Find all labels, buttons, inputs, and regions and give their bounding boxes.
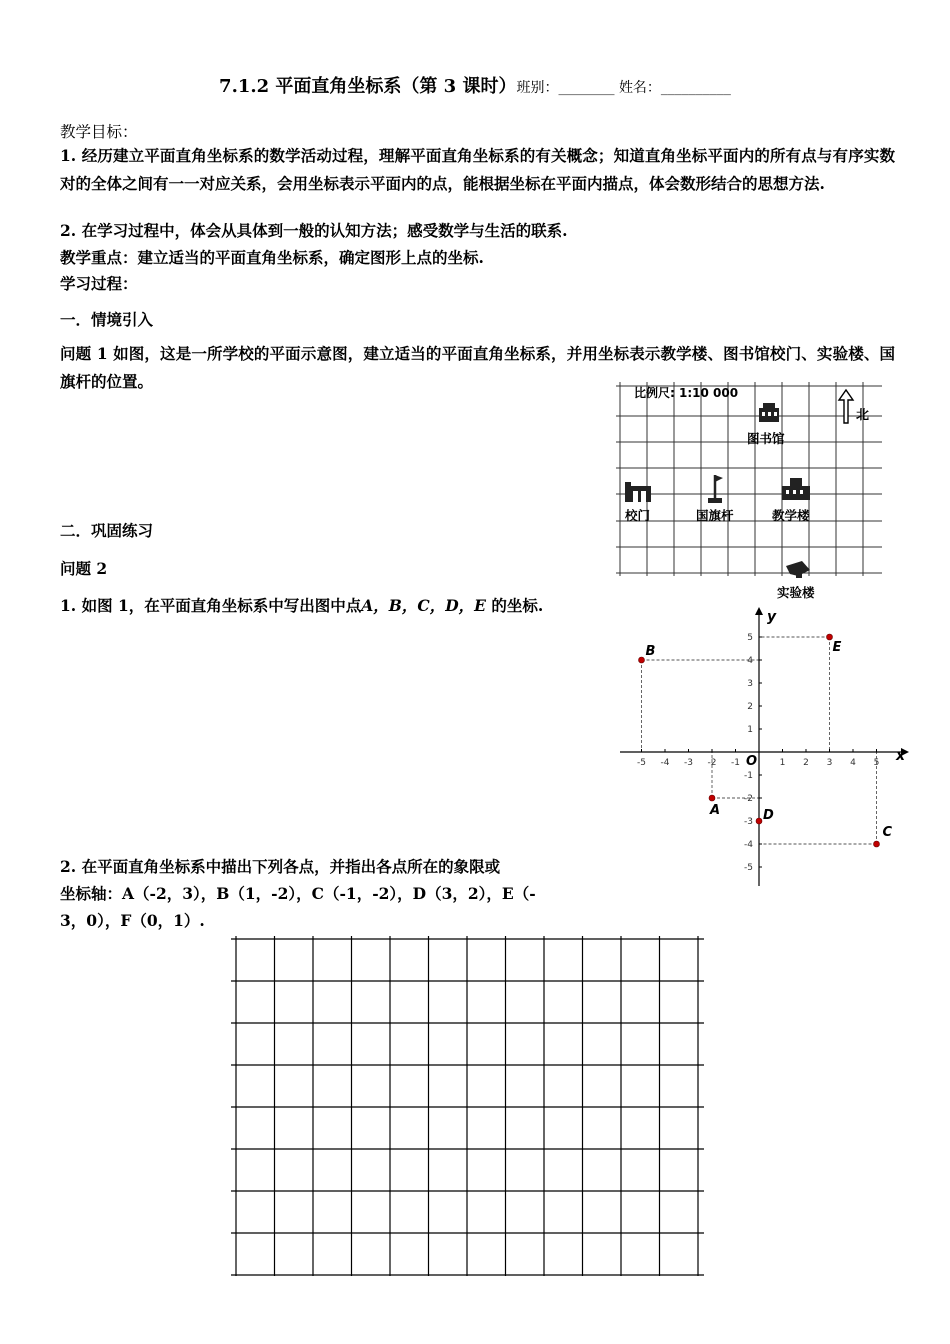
problem2-label: 问题 2 — [60, 559, 108, 578]
q2-line-2: 坐标轴：A（-2，3），B（1，-2），C（-1，-2），D（3，2），E（- — [60, 884, 536, 903]
lab-icon — [786, 561, 810, 578]
goals-heading: 教学目标： — [60, 123, 138, 141]
y-axis-arrow-icon — [755, 607, 763, 615]
point-A — [709, 795, 715, 801]
problem1-text: 问题 1 如图，这是一所学校的平面示意图，建立适当的平面直角坐标系，并用坐标表示教学楼、图书馆校门、实验楼、国旗杆的位置。 — [60, 344, 895, 391]
map-gate-label: 校门 — [625, 508, 651, 523]
y-tick-label: -2 — [744, 794, 753, 804]
point-label-A: A — [710, 803, 721, 818]
class-field-label: 班别：________ — [516, 80, 615, 96]
name-field-label: 姓名：__________ — [618, 80, 731, 96]
q1-prefix: 1. 如图 1，在平面直角坐标系中写出图中点 — [60, 596, 362, 615]
x-axis-label: x — [896, 748, 906, 764]
y-tick-label: -1 — [744, 771, 753, 781]
x-tick-label: -3 — [684, 758, 693, 768]
y-tick-label: 4 — [747, 656, 753, 666]
x-tick-label: 2 — [803, 758, 809, 768]
library-icon — [759, 403, 779, 422]
y-tick-label: -5 — [744, 863, 753, 873]
blank-grid — [228, 933, 708, 1279]
q2-line-1: 2. 在平面直角坐标系中描出下列各点，并指出各点所在的象限或 — [60, 857, 501, 876]
map-teaching-label: 教学楼 — [772, 508, 810, 523]
map-scale-text: 比例尺: 1:10 000 — [634, 386, 739, 400]
key-point: 教学重点：建立适当的平面直角坐标系，确定图形上点的坐标. — [60, 248, 484, 267]
point-label-D: D — [763, 808, 774, 823]
y-tick-label: 5 — [747, 633, 753, 643]
x-tick-label: 5 — [873, 758, 880, 768]
y-tick-label: 1 — [747, 725, 753, 735]
x-tick-label: 4 — [850, 758, 856, 768]
goal-item-1: 1. 经历建立平面直角坐标系的数学活动过程，理解平面直角坐标系的有关概念；知道直角坐标平面内的所有点与有序实数对的全体之间有一一对应关系，会用坐标表示平面内的点，能根据坐标在平面内描点，体会数形结合的思想方法. — [60, 146, 895, 193]
school-map — [612, 378, 887, 603]
q1-suffix: 的坐标. — [491, 596, 544, 615]
point-D — [756, 818, 762, 824]
section1-heading: 一．情境引入 — [60, 310, 154, 329]
point-label-C: C — [882, 825, 893, 840]
page-title — [0, 72, 950, 98]
point-B — [639, 657, 645, 663]
map-flagpole-label: 国旗杆 — [696, 508, 734, 523]
x-tick-label: -4 — [660, 758, 670, 768]
section2-heading: 二．巩固练习 — [60, 521, 154, 540]
point-label-E: E — [832, 640, 842, 655]
x-tick-label: 1 — [779, 758, 786, 768]
map-north-label: 北 — [856, 408, 870, 423]
title-text: 7.1.2 平面直角坐标系（第 3 课时） — [219, 76, 517, 97]
goal-item-2: 2. 在学习过程中，体会从具体到一般的认知方法；感受数学与生活的联系. — [60, 221, 568, 240]
y-tick-label: 2 — [747, 702, 753, 712]
point-label-B: B — [645, 644, 656, 659]
q1-points: A，B，C，D，E — [361, 596, 486, 615]
map-lab-label: 实验楼 — [777, 585, 815, 600]
north-arrow-icon — [839, 390, 853, 423]
q1-text — [60, 594, 543, 616]
origin-label: O — [746, 754, 758, 769]
y-tick-label: 3 — [747, 679, 753, 689]
x-tick-label: -5 — [637, 758, 646, 768]
y-axis-label: y — [767, 609, 777, 625]
x-tick-label: 3 — [826, 758, 833, 768]
y-tick-label: -3 — [744, 817, 753, 827]
x-tick-label: -2 — [707, 758, 717, 768]
flagpole-icon — [708, 475, 723, 503]
x-tick-label: -1 — [731, 758, 740, 768]
process-heading: 学习过程： — [60, 274, 138, 293]
teaching-building-icon — [782, 478, 810, 500]
q2-line-3: 3，0），F（0，1）. — [60, 911, 205, 930]
map-library-label: 图书馆 — [747, 431, 785, 446]
y-tick-label: -4 — [744, 840, 753, 850]
coordinate-figure-1 — [615, 605, 910, 890]
point-C — [874, 841, 880, 847]
